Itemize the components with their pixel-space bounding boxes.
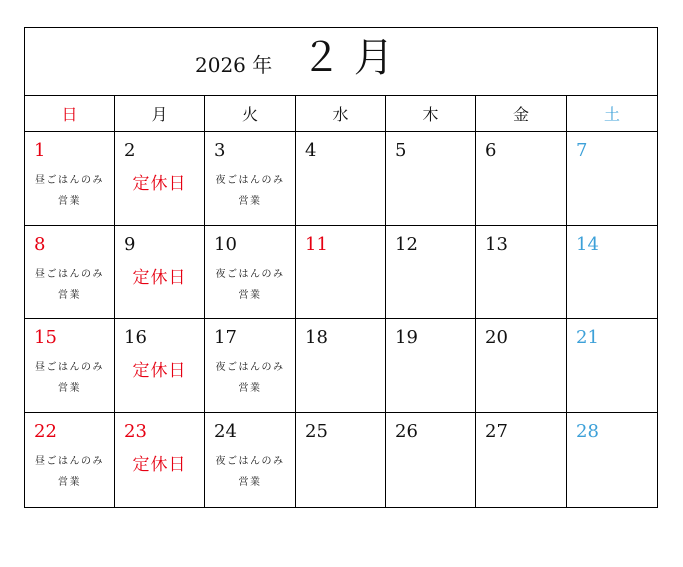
day-number: 15 (34, 327, 57, 348)
day-number: 21 (576, 327, 599, 348)
note-line: 営業 (58, 290, 81, 301)
day-number: 4 (305, 140, 317, 161)
day-number: 18 (305, 327, 328, 348)
day-cell (567, 226, 657, 319)
day-number: 14 (576, 234, 599, 255)
note-line: 営業 (58, 477, 81, 488)
business-note (205, 451, 295, 493)
day-number: 11 (305, 234, 328, 255)
day-cell (476, 319, 567, 413)
day-number: 19 (395, 327, 418, 348)
day-cell (386, 226, 476, 319)
day-cell (567, 319, 657, 413)
day-number: 10 (214, 234, 237, 255)
year-label: 2026 年 (195, 53, 273, 77)
note-line: 営業 (238, 383, 262, 394)
day-cell (205, 226, 296, 319)
day-number: 27 (485, 421, 508, 442)
day-number: 1 (34, 140, 46, 161)
calendar (24, 27, 658, 508)
day-cell (296, 319, 386, 413)
day-number: 13 (485, 234, 508, 255)
day-cell (296, 132, 386, 226)
business-note (205, 170, 295, 212)
day-number: 12 (395, 234, 418, 255)
day-cell (115, 413, 205, 507)
day-cell (476, 226, 567, 319)
note-line: 営業 (238, 196, 262, 207)
business-note (25, 357, 114, 399)
day-cell (205, 413, 296, 507)
note-line: 営業 (58, 383, 81, 394)
day-cell (115, 132, 205, 226)
closed-label: 定休日 (132, 268, 187, 288)
day-cell (386, 413, 476, 507)
day-cell (476, 413, 567, 507)
day-number: 7 (576, 140, 588, 161)
calendar-header (25, 28, 657, 96)
day-number: 22 (34, 421, 57, 442)
note-line: 昼ごはんのみ (35, 269, 104, 280)
day-number: 2 (124, 140, 136, 161)
day-number: 16 (124, 327, 147, 348)
day-cell (25, 319, 115, 413)
day-number: 3 (214, 140, 226, 161)
day-number: 5 (395, 140, 407, 161)
business-note (25, 170, 114, 212)
weekday-tue: 火 (205, 96, 296, 132)
note-line: 夜ごはんのみ (215, 456, 285, 467)
day-number: 24 (214, 421, 237, 442)
day-cell (567, 132, 657, 226)
day-number: 25 (305, 421, 328, 442)
closed-label: 定休日 (132, 361, 187, 381)
month-label: ２ 月 (301, 35, 394, 81)
weekday-mon: 月 (115, 96, 205, 132)
weekday-fri: 金 (476, 96, 567, 132)
day-number: 17 (214, 327, 237, 348)
weekday-wed: 水 (296, 96, 386, 132)
day-number: 8 (34, 234, 46, 255)
day-cell (567, 413, 657, 507)
day-cell (205, 319, 296, 413)
day-cell (25, 413, 115, 507)
business-note (205, 357, 295, 399)
day-cell (25, 132, 115, 226)
calendar-grid (25, 96, 657, 507)
closed-label: 定休日 (132, 174, 187, 194)
note-line: 営業 (238, 290, 262, 301)
day-number: 6 (485, 140, 497, 161)
note-line: 昼ごはんのみ (35, 362, 104, 373)
day-number: 26 (395, 421, 418, 442)
note-line: 営業 (58, 196, 81, 207)
day-number: 20 (485, 327, 508, 348)
day-cell (296, 413, 386, 507)
closed-label: 定休日 (132, 455, 187, 475)
weekday-thu: 木 (386, 96, 476, 132)
day-cell (115, 319, 205, 413)
business-note (25, 451, 114, 493)
business-note (25, 264, 114, 306)
day-cell (386, 319, 476, 413)
day-cell (205, 132, 296, 226)
day-cell (476, 132, 567, 226)
note-line: 昼ごはんのみ (35, 456, 104, 467)
note-line: 夜ごはんのみ (215, 175, 285, 186)
business-note (205, 264, 295, 306)
weekday-sun: 日 (25, 96, 115, 132)
weekday-sat: 土 (567, 96, 657, 132)
day-cell (25, 226, 115, 319)
day-number: 23 (124, 421, 147, 442)
note-line: 営業 (238, 477, 262, 488)
day-cell (386, 132, 476, 226)
note-line: 夜ごはんのみ (215, 269, 285, 280)
day-cell (296, 226, 386, 319)
note-line: 夜ごはんのみ (215, 362, 285, 373)
note-line: 昼ごはんのみ (35, 175, 104, 186)
day-number: 9 (124, 234, 136, 255)
day-cell (115, 226, 205, 319)
day-number: 28 (576, 421, 599, 442)
